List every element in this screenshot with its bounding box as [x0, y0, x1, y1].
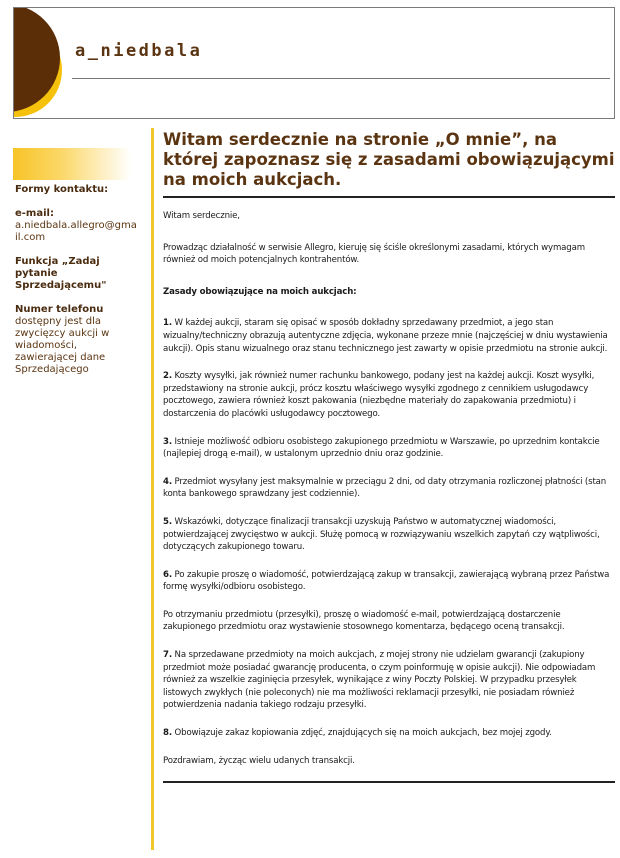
phone-line-4: zawierającej dane [15, 352, 106, 363]
closing: Pozdrawiam, życząc wielu udanych transakcji. [163, 755, 355, 766]
rule-5 [163, 516, 615, 554]
email-block [15, 208, 148, 244]
logo-circles-icon [14, 8, 74, 119]
rule-1 [163, 317, 615, 355]
rule-number: 7. [163, 650, 172, 661]
rule-8 [163, 727, 615, 740]
rule-text: W każdej aukcji, staram się opisać w sposób dokładny sprzedawany przedmiot, a jego stan wizualny/techniczny obrazują autentyczne zdjęcia, wykonane przeze mnie (najczęściej w dniu wystawienia aukcji). Opis stanu wizualnego oraz stanu technicznego jest zawarty w opisie przedmiotu na stronie aukcji. [163, 318, 608, 354]
site-header [13, 7, 615, 119]
phone-line-5: Sprzedającego [15, 364, 89, 375]
rule-7 [163, 649, 615, 712]
phone-line-2: zwycięzcy aukcji w [15, 328, 110, 339]
rule-text: Istnieje możliwość odbioru osobistego zakupionego przedmiotu w Warszawie, po uprzednim kontakcie (najlepiej drogą e-mail), w ustalonym uprzednio dniu oraz godzinie. [163, 436, 600, 460]
ask-line-1: Funkcja „Zadaj [15, 256, 100, 267]
rule-number: 4. [163, 476, 172, 487]
email-label: e-mail: [15, 208, 54, 219]
body-text [163, 210, 615, 767]
site-title: a_niedbala [75, 41, 203, 61]
rule-text: Po zakupie proszę o wiadomość, potwierdzającą zakup w transakcji, zawierającą wybraną przez Państwa formę wysyłki/odbioru osobistego. [163, 569, 610, 593]
content-accent-line [151, 128, 154, 850]
email-line-1[interactable]: a.niedbala.allegro@gma [15, 220, 137, 231]
phone-line-3: wiadomości, [15, 340, 78, 351]
intro-paragraph: Prowadząc działalność w serwisie Allegro, kieruję się ściśle określonymi zasadami, których wymagam również od moich potencjalnych kontrahentów. [163, 242, 585, 266]
ask-line-3: Sprzedającemu" [15, 280, 107, 291]
phone-block [15, 304, 148, 376]
rule-2 [163, 370, 615, 420]
rule-6 [163, 569, 615, 594]
rule-text: Na sprzedawane przedmioty na moich aukcjach, z mojej strony nie udzielam gwarancji (zakupiony przedmiot może posiadać gwarancję producenta, o czym poinformuję w opisie aukcji). Nie odpowiadam również za wszelkie zaginięcia przesyłek, wynikające z winy Poczty Polskiej. W przypadku przesyłek listowych zwykłych (nie poleconych) nie ma możliwości reklamacji przesyłki, nie posiadam również potwierdzenia nadania takiego rodzaju przesyłki. [163, 650, 596, 711]
rule-number: 1. [163, 318, 172, 329]
after-receipt-paragraph: Po otrzymaniu przedmiotu (przesyłki), proszę o wiadomość e-mail, potwierdzającą dostarczenie zakupionego przedmiotu oraz wystawienie stosownego komentarza, będącego oceną transakcji. [163, 609, 565, 633]
rule-text: Przedmiot wysyłany jest maksymalnie w przeciągu 2 dni, od daty otrzymania rozliczonej płatności (stan konta bankowego sprawdzany jest codziennie). [163, 476, 607, 500]
rule-number: 8. [163, 728, 172, 739]
rule-text: Koszty wysyłki, jak również numer rachunku bankowego, podany jest na każdej aukcji. Koszt wysyłki, przedstawiony na stronie aukcji, prócz kosztu właściwego wysyłki zgodnego z cennikiem usługodawcy pocztowego, zawiera również koszt pakowania (niezbędne materiały do zapakowania przedmiotu) i dostarczenia do placówki usługodawcy pocztowego. [163, 371, 595, 419]
end-divider [163, 781, 615, 783]
rule-text: Obowiązuje zakaz kopiowania zdjęć, znajdujących się na moich aukcjach, bez mojej zgody. [171, 728, 552, 739]
rule-number: 2. [163, 371, 172, 382]
greeting: Witam serdecznie, [163, 211, 240, 221]
title-divider [163, 196, 615, 198]
rule-text: Wskazówki, dotyczące finalizacji transakcji uzyskują Państwo w automatycznej wiadomości, potwierdzającej zwycięstwo w aukcji. Służę pomocą w rozwiązywaniu wszelkich zapytań czy wątpliwości, dotyczących zakupionego towaru. [163, 516, 600, 553]
page-title: Witam serdecznie na stronie „O mnie”, na której zapoznasz się z zasadami obowiązującymi na moich aukcjach. [163, 130, 615, 189]
main-content [163, 130, 615, 783]
email-line-2[interactable]: il.com [15, 232, 46, 243]
rule-number: 3. [163, 436, 172, 447]
rule-number: 6. [163, 569, 172, 580]
ask-line-2: pytanie [15, 268, 58, 279]
rules-heading: Zasady obowiązujące na moich aukcjach: [163, 286, 357, 297]
sidebar-gradient-bar [13, 148, 131, 180]
contact-heading: Formy kontaktu: [15, 184, 109, 195]
header-divider [72, 78, 610, 79]
ask-seller-block [15, 256, 148, 292]
phone-label: Numer telefonu [15, 304, 104, 315]
rule-4 [163, 476, 615, 501]
rule-number: 5. [163, 516, 172, 527]
sidebar [13, 148, 148, 388]
phone-line-1: dostępny jest dla [15, 316, 102, 327]
rule-3 [163, 436, 615, 461]
